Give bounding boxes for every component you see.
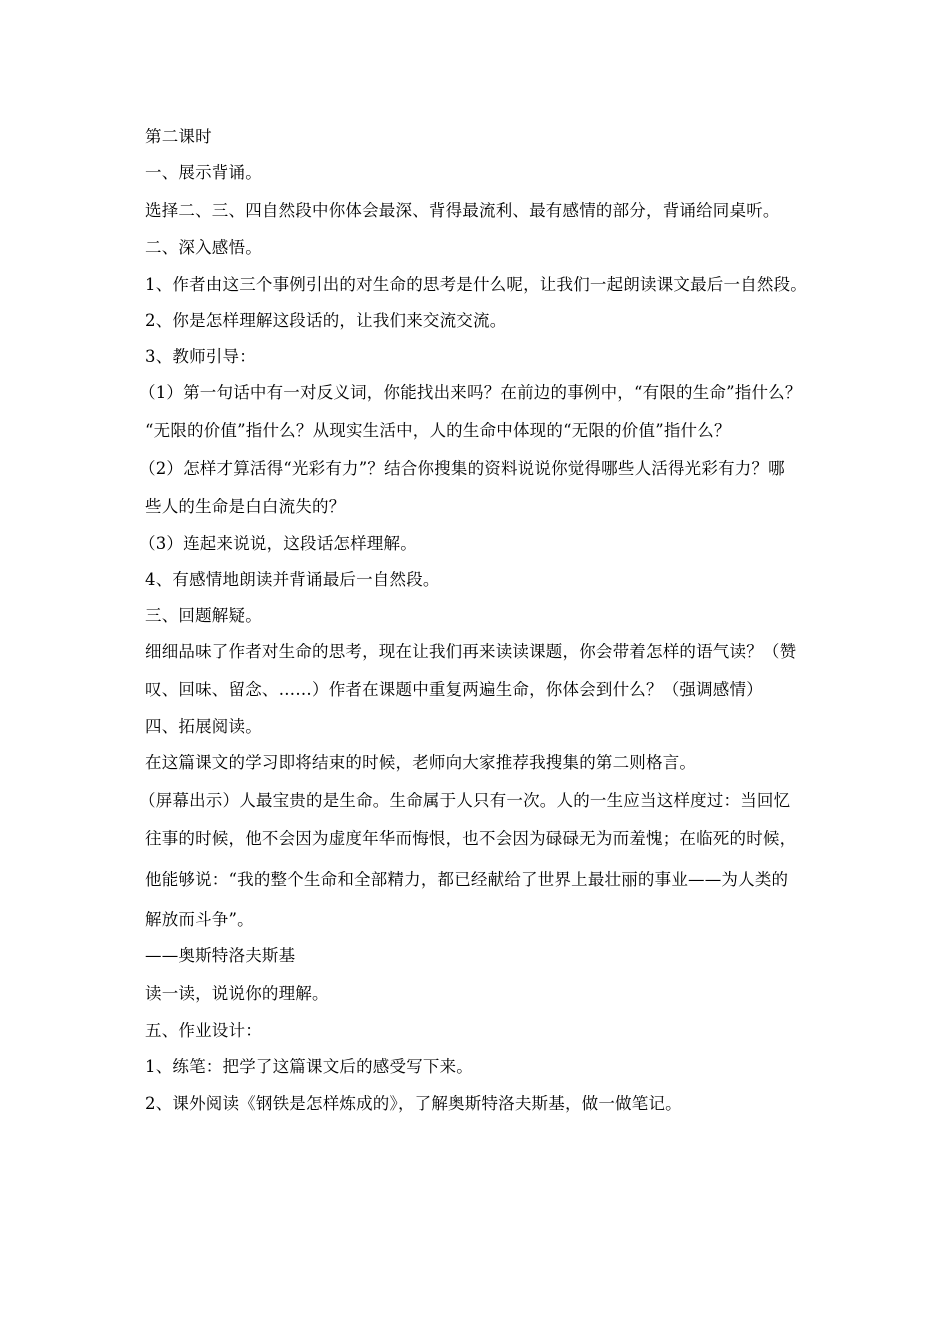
quote-line: 往事的时候，他不会因为虚度年华而悔恨，也不会因为碌碌无为而羞愧；在临死的时候， bbox=[145, 829, 797, 848]
paragraph-line: （3）连起来说说，这段话怎样理解。 bbox=[139, 534, 417, 553]
section-heading: 五、作业设计： bbox=[145, 1021, 262, 1040]
paragraph-line: “无限的价值”指什么？从现实生活中，人的生命中体现的“无限的价值”指什么？ bbox=[145, 421, 731, 440]
section-heading: 二、深入感悟。 bbox=[145, 238, 262, 257]
section-heading: 四、拓展阅读。 bbox=[145, 717, 262, 736]
paragraph-line: 在这篇课文的学习即将结束的时候，老师向大家推荐我搜集的第二则格言。 bbox=[145, 753, 697, 772]
paragraph-line: 选择二、三、四自然段中你体会最深、背得最流利、最有感情的部分，背诵给同桌听。 bbox=[145, 201, 780, 220]
paragraph-line: 读一读，说说你的理解。 bbox=[145, 984, 329, 1003]
quote-line: （屏幕出示）人最宝贵的是生命。生命属于人只有一次。人的一生应当这样度过：当回忆 bbox=[139, 791, 791, 810]
lesson-title: 第二课时 bbox=[145, 127, 212, 146]
paragraph-line: 叹、回味、留念、……）作者在课题中重复两遍生命，你体会到什么？（强调感情） bbox=[145, 680, 763, 699]
paragraph-line: 3、教师引导： bbox=[145, 347, 256, 366]
paragraph-line: 2、课外阅读《钢铁是怎样炼成的》，了解奥斯特洛夫斯基，做一做笔记。 bbox=[145, 1094, 682, 1113]
paragraph-line: 2、你是怎样理解这段话的，让我们来交流交流。 bbox=[145, 311, 507, 330]
paragraph-line: 4、有感情地朗读并背诵最后一自然段。 bbox=[145, 570, 440, 589]
section-heading: 三、回题解疑。 bbox=[145, 606, 262, 625]
section-heading: 一、展示背诵。 bbox=[145, 163, 262, 182]
paragraph-line: 些人的生命是白白流失的？ bbox=[145, 497, 346, 516]
quote-line: 他能够说：“我的整个生命和全部精力，都已经献给了世界上最壮丽的事业——为人类的 bbox=[145, 870, 789, 889]
paragraph-line: （2）怎样才算活得“光彩有力”？结合你搜集的资料说说你觉得哪些人活得光彩有力？哪 bbox=[139, 459, 785, 478]
paragraph-line: 1、练笔：把学了这篇课文后的感受写下来。 bbox=[145, 1057, 473, 1076]
quote-attribution: ——奥斯特洛夫斯基 bbox=[145, 946, 296, 965]
quote-line: 解放而斗争”。 bbox=[145, 910, 254, 929]
paragraph-line: （1）第一句话中有一对反义词，你能找出来吗？在前边的事例中，“有限的生命”指什么？ bbox=[139, 383, 802, 402]
paragraph-line: 1、作者由这三个事例引出的对生命的思考是什么呢，让我们一起朗读课文最后一自然段。 bbox=[145, 275, 807, 294]
paragraph-line: 细细品味了作者对生命的思考，现在让我们再来读读课题，你会带着怎样的语气读？（赞 bbox=[145, 642, 797, 661]
